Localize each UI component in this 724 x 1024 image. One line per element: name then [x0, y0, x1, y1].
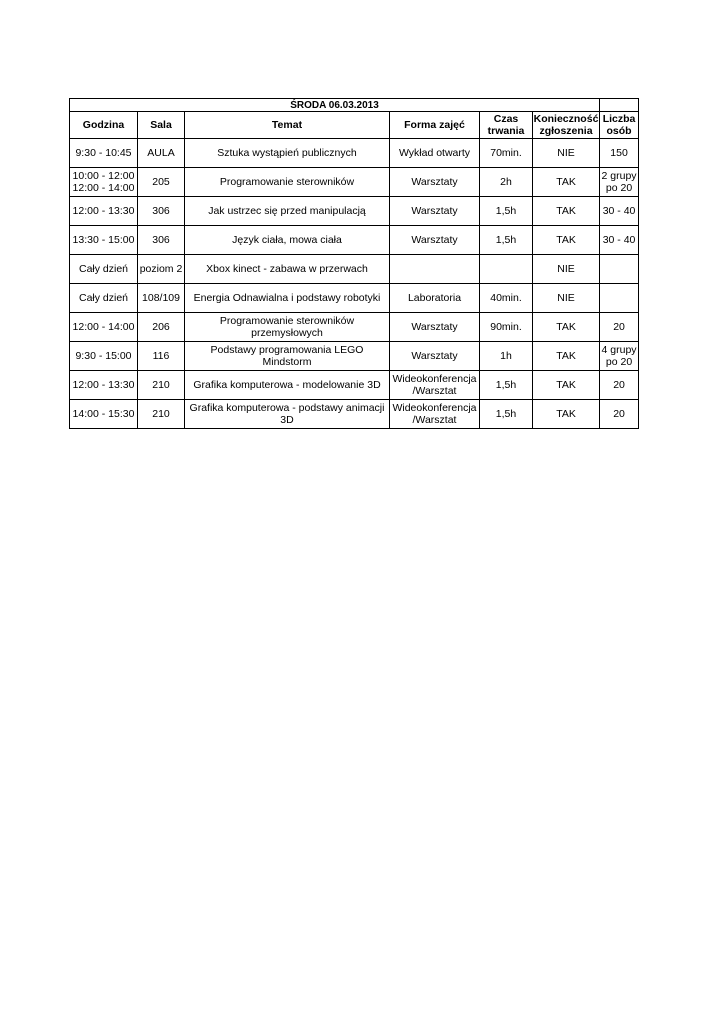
cell-czas-trwania: 70min.	[480, 139, 533, 168]
cell-forma-zajec: Wideokonferencja /Warsztat	[390, 371, 480, 400]
table-row	[70, 197, 639, 226]
cell-liczba-osob: 30 - 40	[600, 226, 639, 255]
cell-koniecznosc-zgloszenia: TAK	[533, 400, 600, 429]
cell-sala: 205	[138, 168, 185, 197]
cell-liczba-osob	[600, 284, 639, 313]
cell-forma-zajec: Warsztaty	[390, 226, 480, 255]
header-liczba-osob: Liczba osób	[600, 112, 639, 139]
header-forma-zajec: Forma zajęć	[390, 112, 480, 139]
cell-forma-zajec: Warsztaty	[390, 168, 480, 197]
cell-liczba-osob: 20	[600, 313, 639, 342]
cell-liczba-osob: 30 - 40	[600, 197, 639, 226]
cell-temat: Jak ustrzec się przed manipulacją	[185, 197, 390, 226]
table-row	[70, 168, 639, 197]
cell-temat: Xbox kinect - zabawa w przerwach	[185, 255, 390, 284]
header-row	[70, 112, 639, 139]
cell-sala: 206	[138, 313, 185, 342]
cell-koniecznosc-zgloszenia: TAK	[533, 197, 600, 226]
cell-sala: AULA	[138, 139, 185, 168]
table-title: ŚRODA 06.03.2013	[70, 99, 600, 112]
cell-godzina: 10:00 - 12:00 12:00 - 14:00	[70, 168, 138, 197]
cell-godzina: 9:30 - 10:45	[70, 139, 138, 168]
cell-czas-trwania: 90min.	[480, 313, 533, 342]
cell-forma-zajec: Wykład otwarty	[390, 139, 480, 168]
table-body	[70, 139, 639, 429]
table-row	[70, 226, 639, 255]
cell-czas-trwania: 1h	[480, 342, 533, 371]
cell-koniecznosc-zgloszenia: TAK	[533, 168, 600, 197]
cell-sala: 210	[138, 400, 185, 429]
cell-liczba-osob: 2 grupy po 20	[600, 168, 639, 197]
cell-czas-trwania: 2h	[480, 168, 533, 197]
cell-liczba-osob: 20	[600, 371, 639, 400]
cell-forma-zajec	[390, 255, 480, 284]
cell-sala: 116	[138, 342, 185, 371]
cell-temat: Grafika komputerowa - modelowanie 3D	[185, 371, 390, 400]
cell-liczba-osob: 150	[600, 139, 639, 168]
cell-godzina: 12:00 - 14:00	[70, 313, 138, 342]
cell-sala: poziom 2	[138, 255, 185, 284]
cell-temat: Język ciała, mowa ciała	[185, 226, 390, 255]
cell-czas-trwania	[480, 255, 533, 284]
cell-czas-trwania: 1,5h	[480, 226, 533, 255]
schedule-table	[69, 98, 639, 429]
cell-temat: Podstawy programowania LEGO Mindstorm	[185, 342, 390, 371]
cell-czas-trwania: 1,5h	[480, 197, 533, 226]
cell-koniecznosc-zgloszenia: TAK	[533, 226, 600, 255]
cell-czas-trwania: 40min.	[480, 284, 533, 313]
cell-temat: Grafika komputerowa - podstawy animacji 3D	[185, 400, 390, 429]
cell-godzina: 12:00 - 13:30	[70, 197, 138, 226]
cell-temat: Programowanie sterowników przemysłowych	[185, 313, 390, 342]
cell-forma-zajec: Warsztaty	[390, 342, 480, 371]
cell-temat: Sztuka wystąpień publicznych	[185, 139, 390, 168]
table-row	[70, 342, 639, 371]
cell-temat: Energia Odnawialna i podstawy robotyki	[185, 284, 390, 313]
cell-godzina: 12:00 - 13:30	[70, 371, 138, 400]
cell-koniecznosc-zgloszenia: TAK	[533, 313, 600, 342]
cell-forma-zajec: Laboratoria	[390, 284, 480, 313]
cell-temat: Programowanie sterowników	[185, 168, 390, 197]
cell-godzina: 13:30 - 15:00	[70, 226, 138, 255]
cell-koniecznosc-zgloszenia: TAK	[533, 342, 600, 371]
cell-sala: 210	[138, 371, 185, 400]
cell-godzina: Cały dzień	[70, 284, 138, 313]
cell-godzina: Cały dzień	[70, 255, 138, 284]
cell-forma-zajec: Warsztaty	[390, 313, 480, 342]
cell-godzina: 14:00 - 15:30	[70, 400, 138, 429]
cell-koniecznosc-zgloszenia: NIE	[533, 139, 600, 168]
cell-sala: 306	[138, 197, 185, 226]
header-sala: Sala	[138, 112, 185, 139]
table-row	[70, 255, 639, 284]
cell-koniecznosc-zgloszenia: NIE	[533, 255, 600, 284]
title-row	[70, 99, 639, 112]
cell-sala: 108/109	[138, 284, 185, 313]
cell-forma-zajec: Warsztaty	[390, 197, 480, 226]
header-czas-trwania: Czas trwania	[480, 112, 533, 139]
table-row	[70, 400, 639, 429]
header-temat: Temat	[185, 112, 390, 139]
cell-liczba-osob: 20	[600, 400, 639, 429]
cell-godzina: 9:30 - 15:00	[70, 342, 138, 371]
header-godzina: Godzina	[70, 112, 138, 139]
table-row	[70, 313, 639, 342]
cell-liczba-osob	[600, 255, 639, 284]
title-blank-cell	[600, 99, 639, 112]
cell-koniecznosc-zgloszenia: NIE	[533, 284, 600, 313]
cell-sala: 306	[138, 226, 185, 255]
cell-koniecznosc-zgloszenia: TAK	[533, 371, 600, 400]
cell-czas-trwania: 1,5h	[480, 371, 533, 400]
table-row	[70, 284, 639, 313]
cell-czas-trwania: 1,5h	[480, 400, 533, 429]
header-koniecznosc-zgloszenia: Konieczność zgłoszenia	[533, 113, 599, 137]
table-row	[70, 139, 639, 168]
cell-liczba-osob: 4 grupy po 20	[600, 342, 639, 371]
cell-forma-zajec: Wideokonferencja /Warsztat	[390, 400, 480, 429]
table-row	[70, 371, 639, 400]
